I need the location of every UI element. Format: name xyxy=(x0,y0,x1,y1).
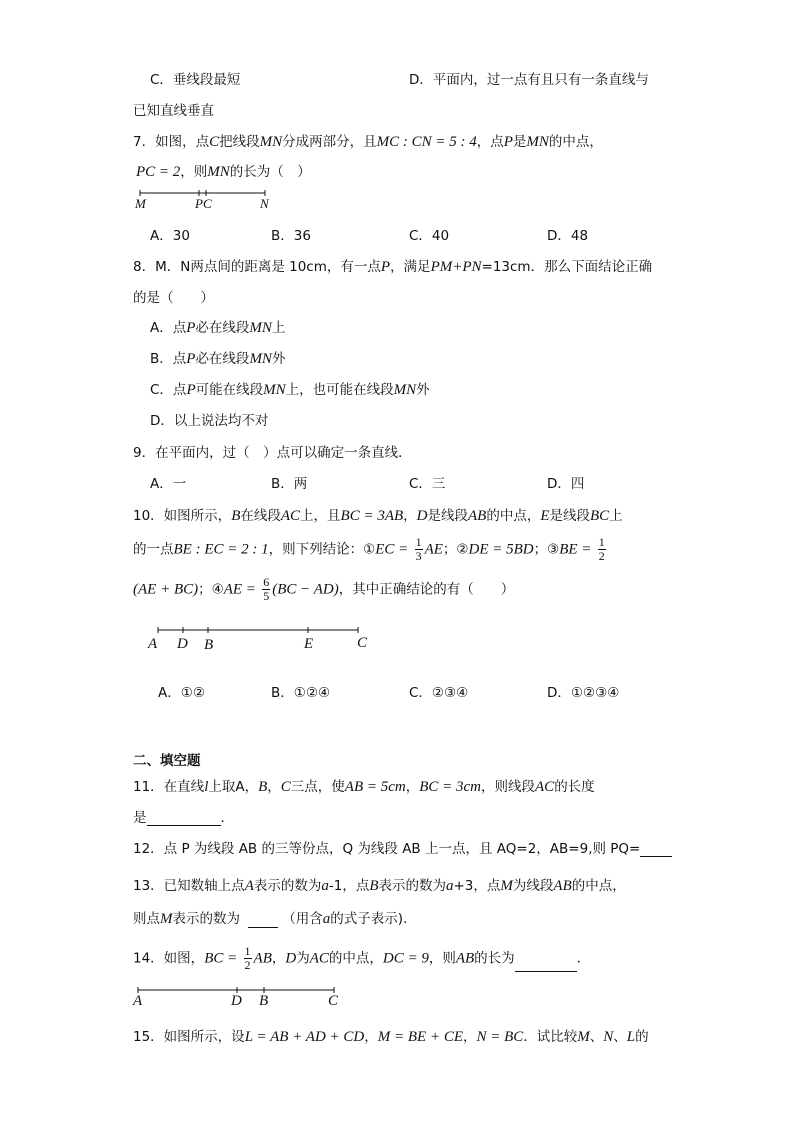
q14-answer-blank[interactable] xyxy=(515,957,577,972)
q13-stem-line1: 13．已知数轴上点A表示的数为a-1，点B表示的数为a+3，点M为线段AB的中点， xyxy=(133,878,626,894)
q7-option-c: C．40 xyxy=(409,228,450,244)
q7-label-n: N xyxy=(260,196,269,211)
q10-frac-six-fifths: $\frac{6}{5}$ xyxy=(263,575,270,603)
q14-stem: 14．如图，BC = $\frac{1}{2}$ AB，D为AC的中点，DC = 9，则AB的长为 ． xyxy=(133,944,591,972)
q10-option-d: D．①②③④ xyxy=(547,685,620,701)
q7-label-pc: PC xyxy=(195,196,212,211)
q12-answer-blank[interactable] xyxy=(640,842,672,857)
q8-option-a: A．点P必在线段MN上 xyxy=(150,320,286,336)
q7-label-m: M xyxy=(135,196,146,211)
q13-stem-line2: 则点M表示的数为 （用含a的式子表示)． xyxy=(133,911,417,927)
q7-option-d: D．48 xyxy=(547,228,589,244)
q8-option-b: B．点P必在线段MN外 xyxy=(150,351,286,367)
q9-option-a: A．一 xyxy=(150,476,187,492)
q13-answer-blank[interactable] xyxy=(248,913,278,928)
q10-label-b: B xyxy=(204,637,214,653)
q10-frac-one-half: $\frac{1}{2}$ xyxy=(598,535,605,563)
q14-label-d: D xyxy=(231,993,242,1009)
q7-stem-line2: PC = 2，则MN的长为（ ） xyxy=(136,164,311,180)
q7-option-b: B．36 xyxy=(271,228,311,244)
q9-option-b: B．两 xyxy=(271,476,308,492)
q8-stem-line2: 的是（ ） xyxy=(133,290,214,306)
q10-option-b: B．①②④ xyxy=(271,685,331,701)
q8-option-d: D．以上说法均不对 xyxy=(150,413,269,429)
q11-stem-line1: 11．在直线l上取A，B，C三点，使AB = 5cm，BC = 3cm，则线段AC的长度 xyxy=(133,779,595,795)
q10-stem-line1: 10．如图所示，B在线段AC上，且BC = 3AB，D是线段AB的中点，E是线段BC上 xyxy=(133,508,623,524)
q11-answer-blank[interactable] xyxy=(147,811,221,826)
q10-option-a: A．①② xyxy=(158,685,205,701)
q6-option-c: C．垂线段最短 xyxy=(150,72,241,88)
q9-option-d: D．四 xyxy=(547,476,585,492)
q7-stem-line1: 7．如图，点C把线段MN分成两部分，且MC : CN = 5 : 4，点P是MN的中点， xyxy=(133,134,603,150)
q10-option-c: C．②③④ xyxy=(409,685,469,701)
q10-label-a: A xyxy=(148,636,158,652)
q10-label-c: C xyxy=(357,635,368,651)
q15-stem-line1: 15．如图所示，设L = AB + AD + CD，M = BE + CE，N = BC．试比较M、N、L的 xyxy=(133,1029,649,1045)
q14-label-a: A xyxy=(133,993,143,1009)
q7-option-a: A．30 xyxy=(150,228,190,244)
section-title-fill-in: 二、填空题 xyxy=(133,753,201,769)
q8-option-c: C．点P可能在线段MN上，也可能在线段MN外 xyxy=(150,382,430,398)
q9-option-c: C．三 xyxy=(409,476,446,492)
q12-stem: 12．点 P 为线段 AB 的三等份点，Q 为线段 AB 上一点，且 AQ=2，AB=9,则 PQ= xyxy=(133,837,672,857)
q6-option-d-cont: 已知直线垂直 xyxy=(133,103,214,119)
q10-label-d: D xyxy=(177,636,188,652)
q6-option-d: D．平面内，过一点有且只有一条直线与 xyxy=(409,72,649,88)
q14-frac-one-half: $\frac{1}{2}$ xyxy=(244,944,251,972)
q11-stem-line2: 是 ． xyxy=(133,810,234,826)
q10-stem-line3: (AE + BC)；④AE = $\frac{6}{5}$ (BC − AD)，其中正确结论的有（ ） xyxy=(133,575,515,603)
q9-stem: 9．在平面内，过（ ）点可以确定一条直线． xyxy=(133,445,412,461)
q8-stem-line1: 8．M．N两点间的距离是 10cm，有一点P，满足PM+PN=13cm．那么下面结论正确 xyxy=(133,259,653,275)
q10-label-e: E xyxy=(304,636,314,652)
q14-label-b: B xyxy=(259,993,269,1009)
q14-label-c: C xyxy=(328,993,339,1009)
q10-frac-one-third: $\frac{1}{3}$ xyxy=(415,535,422,563)
q10-stem-line2: 的一点BE : EC = 2 : 1，则下列结论：①EC = $\frac{1}{3}$ AE；②DE = 5BD；③BE = $\frac{1}{2}$ xyxy=(133,535,605,563)
